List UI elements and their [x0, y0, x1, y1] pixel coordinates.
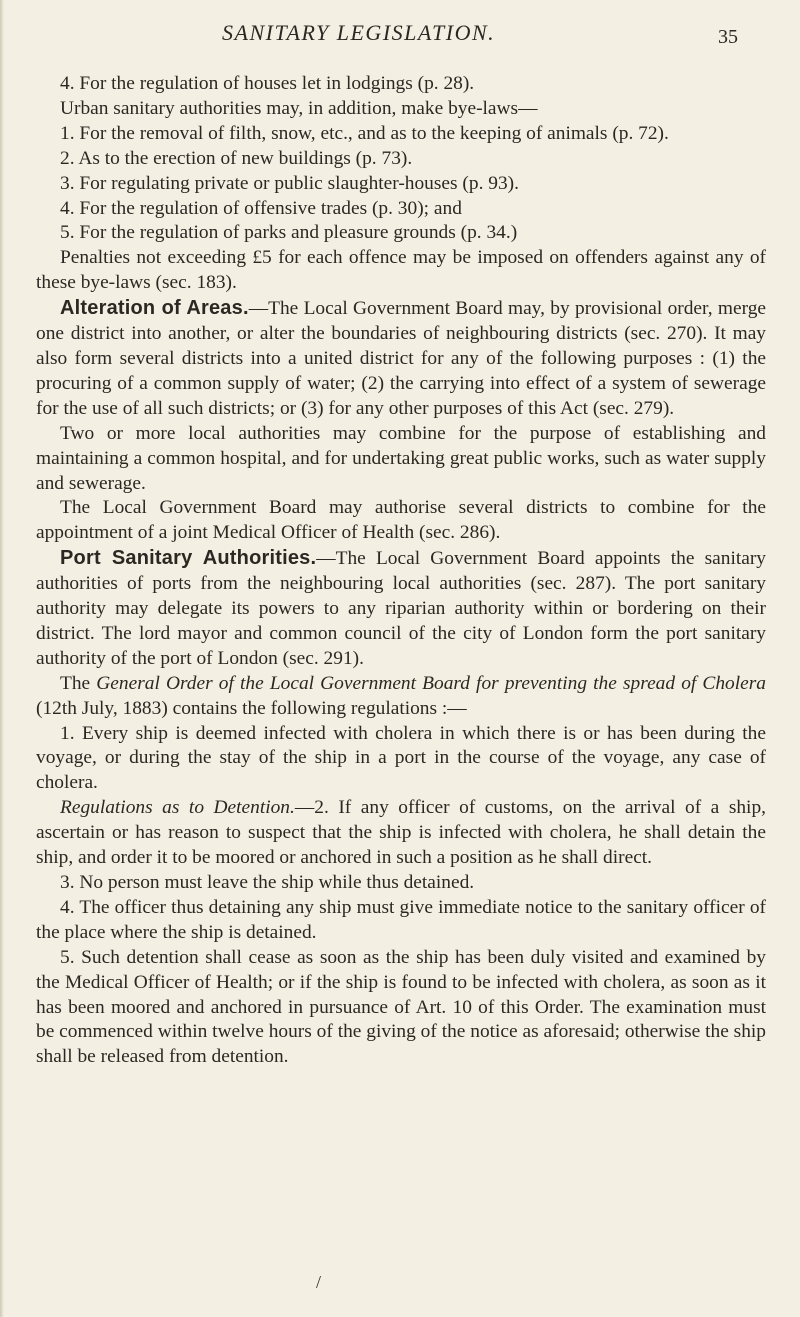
running-head: SANITARY LEGISLATION.: [222, 20, 496, 45]
list-item: 5. Such detention shall cease as soon as the ship has been duly visited and examined by the Medical Officer of Health; or if the ship is found to be infected with cholera, as soon as it has been moored and anchored in pursuance of Art. 10 of this Order. The examination must be commenced within twelve hours of the giving of the notice as aforesaid; otherwise the ship shall be released from detention.: [36, 946, 766, 1068]
page-header: [0, 16, 800, 50]
paragraph: Penalties not exceeding £5 for each offence may be imposed on offenders against any of these bye-laws (sec. 183).: [36, 247, 766, 294]
paragraph: Urban sanitary authorities may, in addition, make bye-laws—: [60, 97, 538, 119]
page-number: 35: [718, 26, 738, 48]
closing-mark: /: [316, 1272, 322, 1292]
section-heading: Alteration of Areas.: [60, 297, 249, 320]
list-item: 2. As to the erection of new buildings (p. 73).: [60, 147, 413, 169]
order-title: General Order of the Local Government Board for preventing the spread of Cholera: [96, 672, 766, 694]
page-edge: [0, 0, 4, 1317]
list-item: 3. No person must leave the ship while thus detained.: [60, 872, 475, 893]
paragraph: Port Sanitary Authorities.—The Local Government Board appoints the sanitary authorities of ports from the neighbouring local authorities (sec. 287). The port sanitary authority may delegate its powers to any riparian authority within or bordering on their district. The lord mayor and common council of the city of London form the port sanitary authority of the port of London (sec. 291).: [36, 547, 766, 669]
list-item: 3. For regulating private or public slaughter-houses (p. 93).: [60, 172, 519, 194]
paragraph: 4. For the regulation of houses let in lodgings (p. 28).: [60, 73, 475, 94]
section-heading: Port Sanitary Authorities.: [60, 547, 317, 570]
paragraph: The Local Government Board may authorise several districts to combine for the appointment of a joint Medical Officer of Health (sec. 286).: [36, 497, 766, 544]
subsection-heading: Regulations as to Detention.: [60, 797, 295, 819]
paragraph: Alteration of Areas.—The Local Government Board may, by provisional order, merge one district into another, or alter the boundaries of neighbouring districts (sec. 270). It may also form several districts into a united district for any of the following purposes : (1) the procuring of a common supply of water; (2) the carrying into effect of a system of sewerage for the use of all such districts; or (3) for any other purposes of this Act (sec. 279).: [36, 297, 766, 419]
body-text: [36, 72, 766, 1070]
list-item: 4. The officer thus detaining any ship must give immediate notice to the sanitary officer of the place where the ship is detained.: [36, 896, 766, 943]
list-item: 1. Every ship is deemed infected with cholera in which there is or has been during the voyage, or during the stay of the ship in a port in the course of the voyage, any case of cholera.: [36, 722, 766, 794]
list-item: 5. For the regulation of parks and pleasure grounds (p. 34.): [60, 222, 518, 244]
list-item: 4. For the regulation of offensive trades (p. 30); and: [60, 197, 462, 219]
list-item: Regulations as to Detention.—2. If any officer of customs, on the arrival of a ship, ascertain or has reason to suspect that the ship is infected with cholera, he shall detain the ship, and order it to be moored or anchored in such a position as he shall direct.: [36, 797, 766, 869]
paragraph: Two or more local authorities may combine for the purpose of establishing and maintaining a common hospital, and for undertaking great public works, such as water supply and sewerage.: [36, 422, 766, 494]
paragraph: The General Order of the Local Government Board for preventing the spread of Cholera (12th July, 1883) contains the following regulations :—: [36, 672, 766, 719]
list-item: 1. For the removal of filth, snow, etc., and as to the keeping of animals (p. 72).: [60, 122, 669, 144]
